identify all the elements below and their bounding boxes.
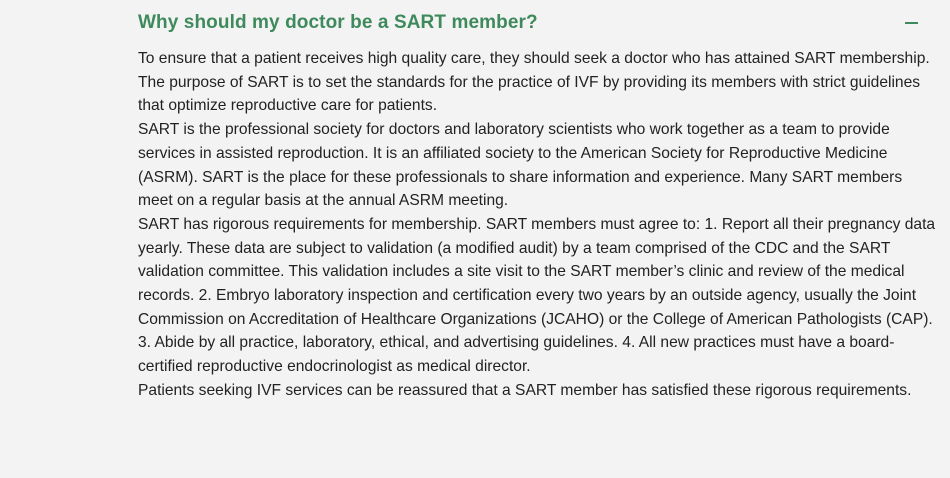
faq-question[interactable]: Why should my doctor be a SART member? xyxy=(138,12,538,33)
minus-bar xyxy=(905,22,918,24)
answer-paragraph: Patients seeking IVF services can be reassured that a SART member has satisfied these rigorous requirements. xyxy=(138,381,912,399)
faq-answer xyxy=(138,47,938,403)
answer-paragraph: To ensure that a patient receives high quality care, they should seek a doctor who has attained SART membership. The purpose of SART is to set the standards for the practice of IVF by providing its members with strict guidelines that optimize reproductive care for patients. xyxy=(138,50,930,115)
answer-paragraph: SART is the professional society for doctors and laboratory scientists who work together as a team to provide services in assisted reproduction. It is an affiliated society to the American Society for Reproductive Medicine (ASRM). SART is the place for these professionals to share information and experience. Many SART members meet on a regular basis at the annual ASRM meeting. xyxy=(138,121,903,210)
minus-icon[interactable] xyxy=(896,8,926,38)
faq-header[interactable] xyxy=(138,8,918,38)
answer-paragraph: SART has rigorous requirements for membership. SART members must agree to: 1. Report all their pregnancy data yearly. These data are subject to validation (a modified audit) by a team comprised of the CDC and the SART validation committee. This validation includes a site visit to the SART member’s clinic and review of the medical records. 2. Embryo laboratory inspection and certification every two years by an outside agency, usually the Joint Commission on Accreditation of Healthcare Organizations (JCAHO) or the College of American Pathologists (CAP). 3. Abide by all practice, laboratory, ethical, and advertising guidelines. 4. All new practices must have a board-certified reproductive endocrinologist as medical director. xyxy=(138,215,936,376)
